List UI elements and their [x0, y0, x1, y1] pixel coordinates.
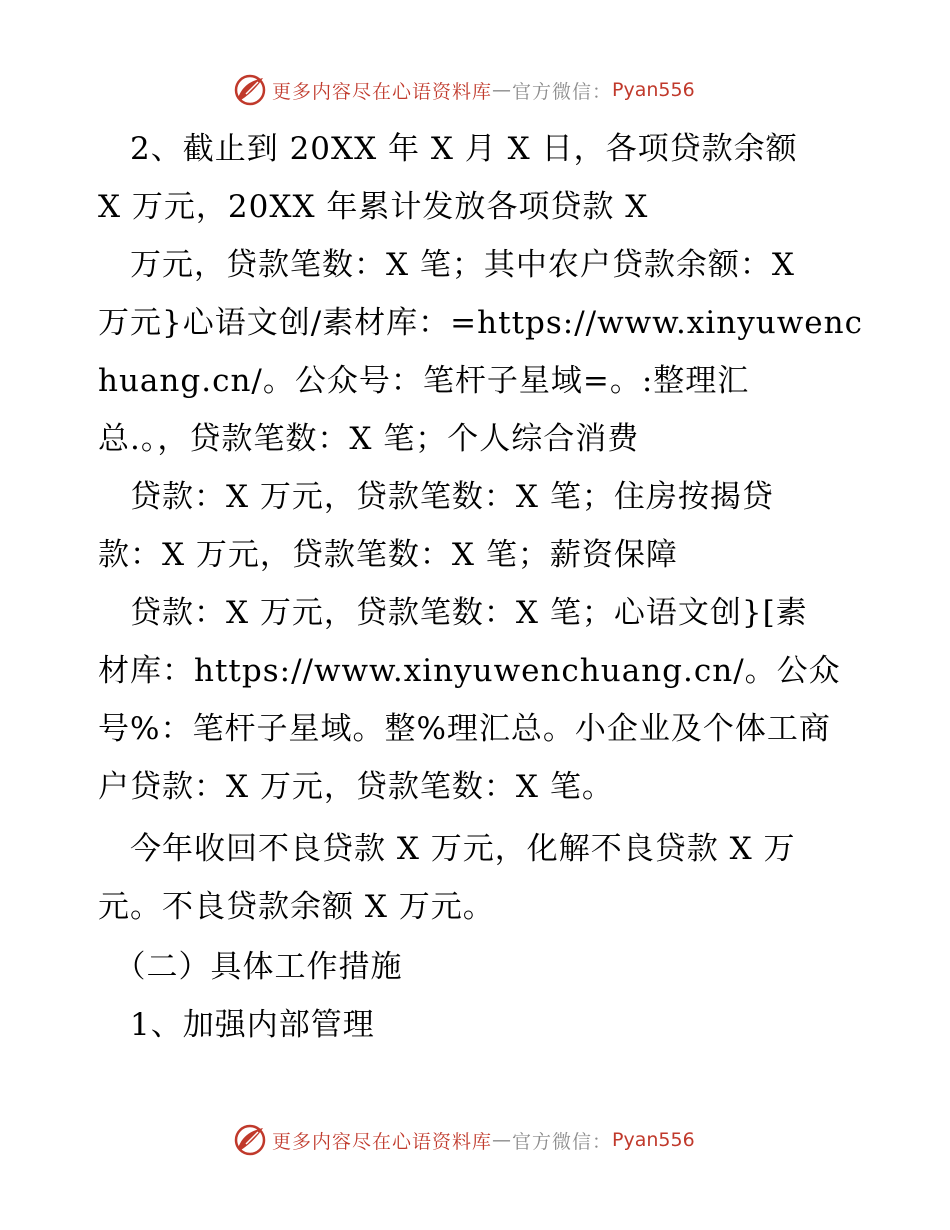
subsection-heading: 1、加强内部管理	[98, 1007, 375, 1043]
footer-watermark	[232, 1120, 695, 1160]
wechat-label: 官方微信：	[512, 1130, 613, 1153]
banner-dash: —	[492, 1129, 513, 1151]
text-line: 总.。，贷款笔数：X 笔；个人综合消费	[98, 421, 640, 457]
wechat-id: Pyan556	[612, 79, 695, 101]
text-line: 户贷款：X 万元，贷款笔数：X 笔。	[98, 769, 614, 805]
text-line: huang.cn/。公众号：笔杆子星域=。:整理汇	[98, 363, 750, 399]
brand-text: 更多内容尽在心语资料库	[272, 80, 493, 103]
text-line: 今年收回不良贷款 X 万元，化解不良贷款 X 万	[98, 831, 796, 867]
text-line: 元。不良贷款余额 X 万元。	[98, 889, 495, 925]
section-heading: （二）具体工作措施	[98, 949, 403, 985]
wechat-id: Pyan556	[612, 1129, 695, 1151]
text-line: 贷款：X 万元，贷款笔数：X 笔；心语文创}[素	[98, 595, 808, 631]
text-line: 号%：笔杆子星域。整%理汇总。小企业及个体工商	[98, 711, 831, 747]
text-line: 款：X 万元，贷款笔数：X 笔；薪资保障	[98, 537, 678, 573]
header-watermark	[232, 70, 695, 110]
brand-logo-icon	[232, 72, 268, 108]
brand-text: 更多内容尽在心语资料库	[272, 1130, 493, 1153]
text-line: 贷款：X 万元，贷款笔数：X 笔；住房按揭贷	[98, 479, 774, 515]
text-line: 万元}心语文创/素材库：=https://www.xinyuwenc	[98, 305, 863, 341]
wechat-label: 官方微信：	[512, 80, 613, 103]
text-line: 万元，贷款笔数：X 笔；其中农户贷款余额：X	[98, 247, 795, 283]
text-line: 2、截止到 20XX 年 X 月 X 日，各项贷款余额	[98, 131, 798, 167]
banner-dash: —	[492, 79, 513, 101]
text-line: 材库：https://www.xinyuwenchuang.cn/。公众	[98, 653, 841, 689]
text-line: X 万元，20XX 年累计发放各项贷款 X	[98, 189, 649, 225]
brand-logo-icon	[232, 1122, 268, 1158]
